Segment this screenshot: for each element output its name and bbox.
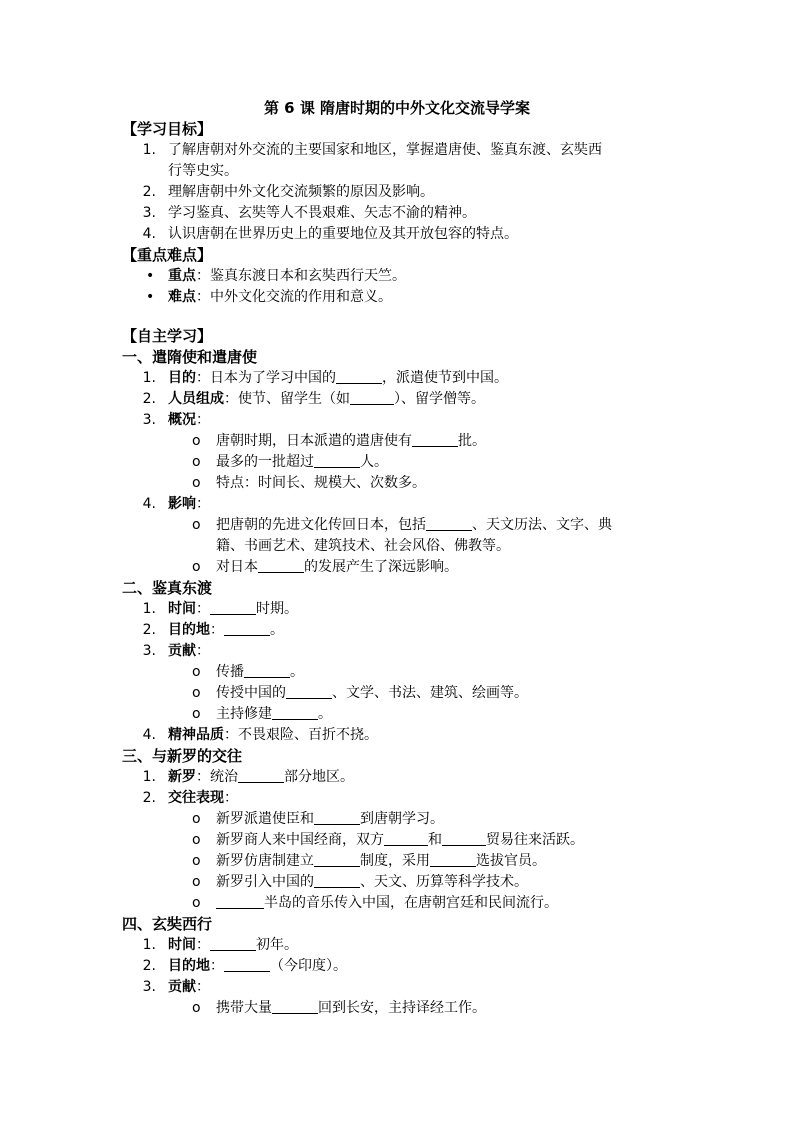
item-text: （今印度）。 (270, 958, 347, 974)
fill-blank[interactable] (224, 957, 270, 972)
item-text: ）、留学僧等。 (394, 391, 485, 407)
item-text: 最多的一批超过 (216, 454, 314, 470)
bullet: o (192, 811, 201, 827)
item-number: 1. (142, 769, 156, 785)
item-text: 半岛的音乐传入中国，在唐朝宫廷和民间流行。 (264, 895, 558, 911)
bullet: o (192, 874, 201, 890)
fill-blank[interactable] (286, 684, 332, 699)
bullet: o (192, 853, 201, 869)
item-text: 特点：时间长、规模大、次数多。 (216, 475, 426, 491)
item-number: 1. (142, 601, 156, 617)
fill-blank[interactable] (314, 852, 360, 867)
item-text: 。 (290, 664, 304, 680)
item-text: ： (196, 937, 210, 953)
key-text: ：中外文化交流的作用和意义。 (196, 289, 392, 305)
fill-blank[interactable] (224, 621, 270, 636)
key-label: 难点 (168, 289, 196, 305)
fill-blank[interactable] (426, 516, 472, 531)
bullet: o (192, 1000, 201, 1016)
item-text: 选拔官员。 (476, 853, 546, 869)
bullet: o (192, 433, 201, 449)
item-text: 新罗商人来中国经商，双方 (216, 832, 384, 848)
item-text: 理解唐朝中外文化交流频繁的原因及影响。 (168, 184, 434, 200)
fill-blank[interactable] (442, 831, 486, 846)
item-text: 携带大量 (216, 1000, 272, 1016)
item-text: ： (210, 622, 224, 638)
item-label: 目的地 (168, 958, 210, 974)
item-text: 人。 (360, 454, 388, 470)
item-text: 、天文、历算等科学技术。 (360, 874, 528, 890)
item-text: 传授中国的 (216, 685, 286, 701)
bullet: o (192, 832, 201, 848)
item-number: 1. (142, 142, 156, 158)
item-label: 新罗 (168, 769, 196, 785)
item-label: 目的 (168, 370, 196, 386)
item-text: 认识唐朝在世界历史上的重要地位及其开放包容的特点。 (168, 226, 518, 242)
page-title: 第 6 课 隋唐时期的中外文化交流导学案 (263, 99, 531, 117)
fill-blank[interactable] (272, 999, 318, 1014)
fill-blank[interactable] (272, 705, 318, 720)
item-text: 和 (428, 832, 442, 848)
item-text: 时期。 (256, 601, 298, 617)
item-number: 4. (142, 496, 156, 512)
item-label: 交往表现 (168, 790, 224, 806)
fill-blank[interactable] (238, 768, 284, 783)
bullet: o (192, 517, 201, 533)
item-text: 、文学、书法、建筑、绘画等。 (332, 685, 528, 701)
fill-blank[interactable] (430, 852, 476, 867)
item-text: 主持修建 (216, 706, 272, 722)
item-text-continued: 籍、书画艺术、建筑技术、社会风俗、佛教等。 (216, 538, 510, 554)
item-label: 影响 (168, 496, 196, 512)
fill-blank[interactable] (258, 558, 304, 573)
item-text: ：不畏艰险、百折不挠。 (224, 727, 378, 743)
item-text: ： (196, 412, 210, 428)
subsection-heading: 四、玄奘西行 (122, 915, 213, 933)
subsection-heading: 二、鉴真东渡 (122, 579, 213, 597)
item-number: 2. (142, 790, 156, 806)
bullet: o (192, 475, 201, 491)
item-text: ： (196, 643, 210, 659)
item-number: 3. (142, 643, 156, 659)
item-label: 人员组成 (168, 391, 224, 407)
item-text: 对日本 (216, 559, 258, 575)
fill-blank[interactable] (336, 369, 382, 384)
key-text: ：鉴真东渡日本和玄奘西行天竺。 (196, 268, 406, 284)
item-text: 部分地区。 (284, 769, 354, 785)
bullet: o (192, 706, 201, 722)
key-label: 重点 (168, 268, 196, 284)
fill-blank[interactable] (314, 873, 360, 888)
item-text: 、天文历法、文字、典 (472, 517, 612, 533)
item-text: 。 (318, 706, 332, 722)
fill-blank[interactable] (350, 390, 394, 405)
item-text: ： (224, 790, 238, 806)
section-self-study-heading: 【自主学习】 (122, 327, 213, 345)
item-text: 新罗仿唐制建立 (216, 853, 314, 869)
bullet: o (192, 685, 201, 701)
subsection-heading: 三、与新罗的交往 (122, 747, 243, 765)
fill-blank[interactable] (384, 831, 428, 846)
item-label: 时间 (168, 937, 196, 953)
item-text: 贸易往来活跃。 (486, 832, 584, 848)
item-text: ：使节、留学生（如 (224, 391, 350, 407)
item-text: 传播 (216, 664, 244, 680)
item-number: 3. (142, 979, 156, 995)
item-text: ： (196, 979, 210, 995)
bullet: • (146, 268, 155, 284)
item-text: ：日本为了学习中国的 (196, 370, 336, 386)
item-number: 3. (142, 205, 156, 221)
item-text: 。 (270, 622, 284, 638)
item-text: 到唐朝学习。 (360, 811, 444, 827)
item-text: 新罗派遣使臣和 (216, 811, 314, 827)
item-number: 4. (142, 226, 156, 242)
item-label: 时间 (168, 601, 196, 617)
fill-blank[interactable] (210, 936, 256, 951)
item-text: ：统治 (196, 769, 238, 785)
item-text: 初年。 (256, 937, 298, 953)
item-text: 唐朝时期，日本派遣的遣唐使有 (216, 433, 412, 449)
item-text: ： (196, 496, 210, 512)
item-number: 2. (142, 622, 156, 638)
item-number: 2. (142, 184, 156, 200)
item-text: 新罗引入中国的 (216, 874, 314, 890)
item-text: 了解唐朝对外交流的主要国家和地区，掌握遣唐使、鉴真东渡、玄奘西 (168, 142, 602, 158)
fill-blank[interactable] (314, 810, 360, 825)
item-number: 1. (142, 370, 156, 386)
item-number: 1. (142, 937, 156, 953)
subsection-heading: 一、遣隋使和遣唐使 (122, 348, 258, 366)
item-number: 2. (142, 391, 156, 407)
section-keys-heading: 【重点难点】 (122, 246, 213, 264)
item-label: 概况 (168, 412, 196, 428)
bullet: o (192, 895, 201, 911)
item-text-continued: 行等史实。 (168, 163, 238, 179)
fill-blank[interactable] (314, 453, 360, 468)
fill-blank[interactable] (244, 663, 290, 678)
item-text: ： (196, 601, 210, 617)
item-text: ，派遣使节到中国。 (382, 370, 508, 386)
item-text: ： (210, 958, 224, 974)
item-text: 批。 (458, 433, 486, 449)
fill-blank[interactable] (210, 600, 256, 615)
section-goals-heading: 【学习目标】 (122, 120, 213, 138)
fill-blank[interactable] (216, 894, 264, 909)
item-text: 把唐朝的先进文化传回日本，包括 (216, 517, 426, 533)
item-text: 制度，采用 (360, 853, 430, 869)
item-text: 的发展产生了深远影响。 (304, 559, 458, 575)
item-number: 2. (142, 958, 156, 974)
item-number: 3. (142, 412, 156, 428)
bullet: o (192, 454, 201, 470)
bullet: o (192, 559, 201, 575)
item-label: 贡献 (168, 643, 196, 659)
fill-blank[interactable] (412, 432, 458, 447)
item-text: 学习鉴真、玄奘等人不畏艰难、矢志不渝的精神。 (168, 205, 476, 221)
bullet: o (192, 664, 201, 680)
bullet: • (146, 289, 155, 305)
item-number: 4. (142, 727, 156, 743)
item-label: 贡献 (168, 979, 196, 995)
item-label: 精神品质 (168, 727, 224, 743)
item-label: 目的地 (168, 622, 210, 638)
item-text: 回到长安，主持译经工作。 (318, 1000, 486, 1016)
